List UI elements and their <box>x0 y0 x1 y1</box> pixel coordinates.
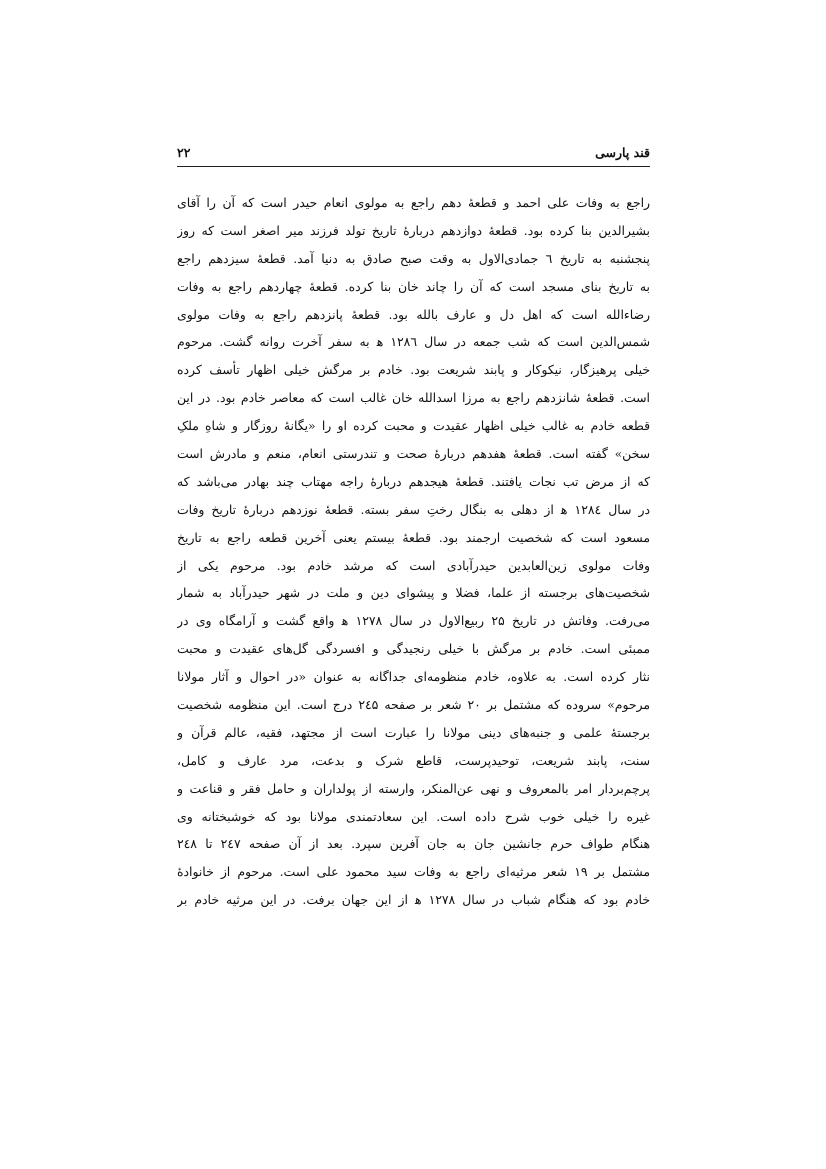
text-line: خیلی پرهیزگار، نیکوکار و پابند شریعت بود. خادم بر مرگش خیلی اظهار تأسف کرده <box>177 362 650 378</box>
text-line: نثار کرده است. به علاوه، خادم منظومه‌ای جداگانه به عنوان «در احوال و آثار مولانا <box>177 669 650 685</box>
text-line: سنت، پابند شریعت، توحیدپرست، قاطع شرک و بدعت، مرد عارف و کامل، <box>177 752 650 768</box>
text-line: غیره را خیلی خوب شرح داده است. این سعادتمندی مولانا بود که خوشبختانه وی <box>177 808 650 824</box>
running-header <box>177 143 650 165</box>
page-number: ۲۲ <box>177 145 191 160</box>
text-line: هنگام طواف حرم جانشین جان به جان آفرین سپرد. بعد از آن صفحه ۲٤۷ تا ۲٤۸ <box>177 836 650 852</box>
text-line: قطعه خادم به غالب خیلی اظهار عقیدت و محبت کرده او را «یگانۀ روزگار و شاهِ ملکِ <box>177 418 650 434</box>
text-line: ممبئی است. خادم بر مرگش با خیلی رنجیدگی و افسردگی گل‌های عقیدت و محبت <box>177 641 650 657</box>
text-line: وفات مولوی زین‌العابدین حیدرآبادی است که مرشد خادم بود. مرحوم یکی از <box>177 557 650 573</box>
text-line: سخن» گفته است. قطعۀ هفدهم دربارۀ صحت و تندرستی انعام، منعم و مادرش است <box>177 446 650 462</box>
text-line: شخصیت‌های برجسته از علما، فضلا و پیشوای دین و ملت در شهر حیدرآباد به شمار <box>177 585 650 601</box>
text-line: است. قطعۀ شانزدهم راجع به مرزا اسدالله خان غالب است که معاصر خادم بود. در این <box>177 390 650 406</box>
text-line: پنجشنبه به تاریخ ٦ جمادی‌الاول به وقت صبح صادق به دنیا آمد. قطعۀ سیزدهم راجع <box>177 250 650 266</box>
text-line: در سال ۱۲۸٤ ﻫ از دهلی به بنگال رختِ سفر بسته. قطعۀ نوزدهم دربارۀ تاریخ وفات <box>177 501 650 517</box>
text-line: بشیرالدین بنا کرده بود. قطعۀ دوازدهم دربارۀ تاریخ تولد فرزند میر اصغر است که روز <box>177 222 650 238</box>
text-line: می‌رفت. وفاتش در تاریخ ۲۵ ربیع‌الاول در سال ۱۲۷۸ ﻫ واقع گشت و آرامگاه وی در <box>177 613 650 629</box>
header-rule <box>177 166 650 167</box>
text-line: شمس‌الدین است که شب جمعه در سال ۱۲۸٦ ﻫ به سفر آخرت روانه گشت. مرحوم <box>177 334 650 350</box>
text-line: که از مرض تب نجات یافتند. قطعۀ هیجدهم دربارۀ راجه مهتاب چند بهادر می‌باشد که <box>177 473 650 489</box>
text-line: برجستۀ علمی و جنبه‌های دینی مولانا را عبارت است از مجتهد، فقیه، عالم قرآن و <box>177 724 650 740</box>
text-line: مرحوم» سروده که مشتمل بر ۲۰ شعر بر صفحه ۲٤۵ درج است. این منظومه شخصیت <box>177 697 650 713</box>
text-line: به تاریخ بنای مسجد است که آن را چاند خان بنا کرده. قطعۀ چهاردهم راجع به وفات <box>177 278 650 294</box>
text-line: راجع به وفات علی احمد و قطعۀ دهم راجع به مولوی انعام حیدر است که آن را آقای <box>177 195 650 210</box>
text-line: رضاءالله است که اهل دل و عارف بالله بود. قطعۀ پانزدهم راجع به وفات مولوی <box>177 306 650 322</box>
body-text <box>177 189 650 914</box>
running-title: قند پارسی <box>595 145 650 160</box>
text-line: پرچم‌بردار امر بالمعروف و نهی عن‌المنکر، وارسته از پولداران و حامل فقر و قناعت و <box>177 780 650 796</box>
text-line: خادم بود که هنگام شباب در سال ۱۲۷۸ ﻫ از این جهان برفت. در این مرثیه خادم بر <box>177 892 650 908</box>
text-line: مشتمل بر ۱۹ شعر مرثیه‌ای راجع به وفات سید محمود علی است. مرحوم از خانوادۀ <box>177 864 650 880</box>
text-line: مسعود است که شخصیت ارجمند بود. قطعۀ بیستم یعنی آخرین قطعه راجع به تاریخ <box>177 529 650 545</box>
